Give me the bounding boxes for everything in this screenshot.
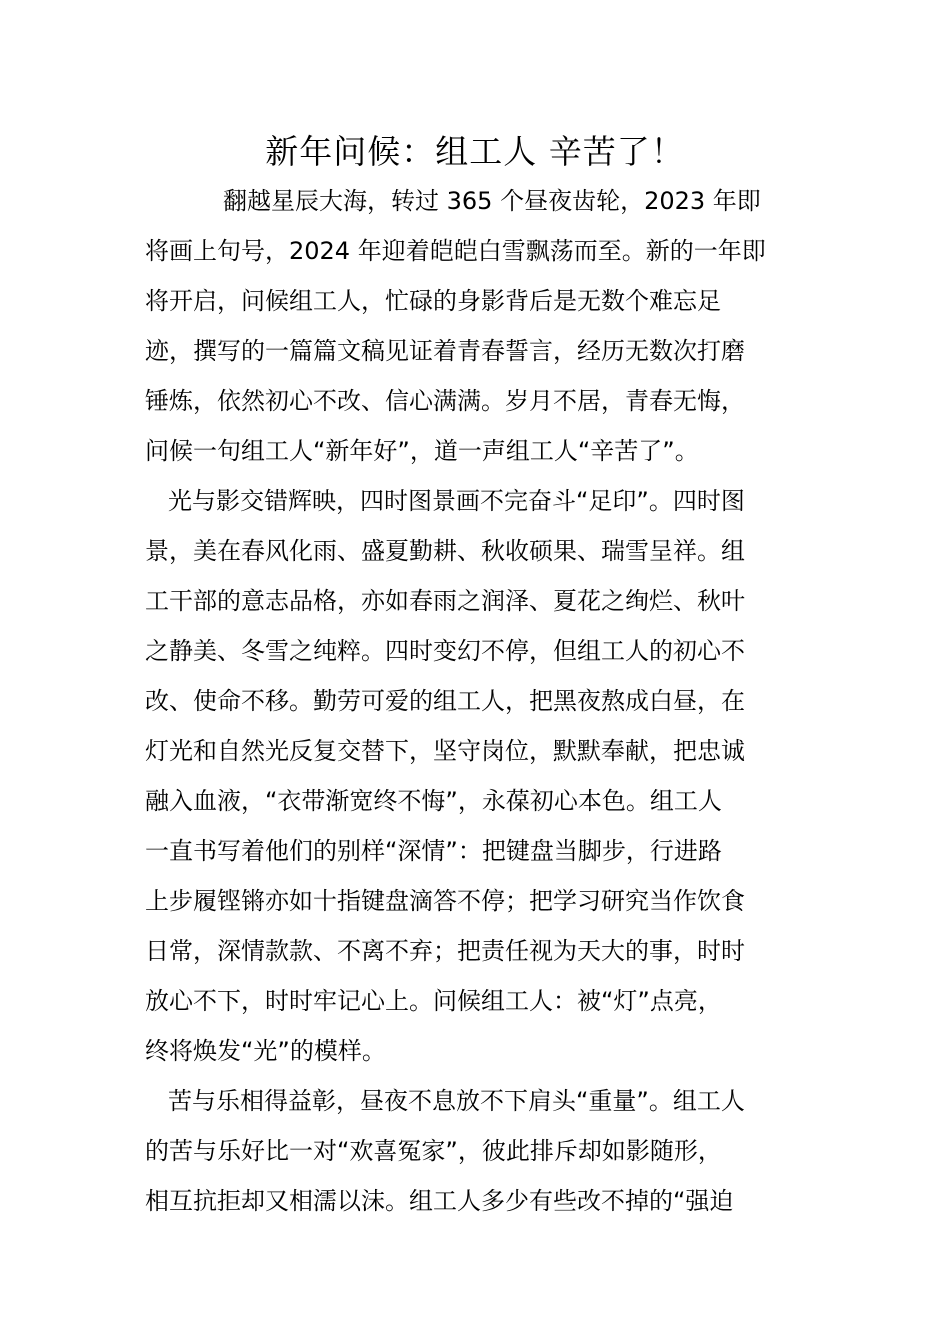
paragraph-2-line-5: 改、使命不移。勤劳可爱的组工人，把黑夜熬成白昼，在 — [145, 687, 745, 715]
paragraph-1-line-5: 锤炼，依然初心不改、信心满满。岁月不居，青春无悔， — [145, 387, 745, 415]
paragraph-3-line-2: 的苦与乐好比一对“欢喜冤家”，彼此排斥却如影随形， — [145, 1137, 722, 1165]
paragraph-1-line-2: 将画上句号，2024 年迎着皑皑白雪飘荡而至。新的一年即 — [145, 237, 766, 265]
paragraph-2-line-6: 灯光和自然光反复交替下，坚守岗位，默默奉献，把忠诚 — [145, 737, 745, 765]
paragraph-2-line-9: 上步履铿锵亦如十指键盘滴答不停；把学习研究当作饮食 — [145, 887, 745, 915]
document-title: 新年问候：组工人 辛苦了！ — [265, 132, 685, 171]
paragraph-2-line-1: 光与影交错辉映，四时图景画不完奋斗“足印”。四时图 — [168, 487, 745, 515]
paragraph-1-line-3: 将开启，问候组工人，忙碌的身影背后是无数个难忘足 — [145, 287, 721, 315]
paragraph-2-line-3: 工干部的意志品格，亦如春雨之润泽、夏花之绚烂、秋叶 — [145, 587, 745, 615]
paragraph-2-line-10: 日常，深情款款、不离不弃；把责任视为天大的事，时时 — [145, 937, 745, 965]
paragraph-1-line-1: 翻越星辰大海，转过 365 个昼夜齿轮，2023 年即 — [223, 187, 761, 215]
paragraph-3-line-1: 苦与乐相得益彰，昼夜不息放不下肩头“重量”。组工人 — [168, 1087, 745, 1115]
paragraph-3-line-3: 相互抗拒却又相濡以沫。组工人多少有些改不掉的“强迫 — [145, 1187, 734, 1215]
paragraph-2-line-4: 之静美、冬雪之纯粹。四时变幻不停，但组工人的初心不 — [145, 637, 745, 665]
paragraph-2-line-7: 融入血液，“衣带渐宽终不悔”，永葆初心本色。组工人 — [145, 787, 722, 815]
paragraph-2-line-8: 一直书写着他们的别样“深情”：把键盘当脚步，行进路 — [145, 837, 722, 865]
paragraph-2-line-12: 终将焕发“光”的模样。 — [145, 1037, 386, 1065]
paragraph-2-line-2: 景，美在春风化雨、盛夏勤耕、秋收硕果、瑞雪呈祥。组 — [145, 537, 745, 565]
paragraph-1-line-4: 迹，撰写的一篇篇文稿见证着青春誓言，经历无数次打磨 — [145, 337, 745, 365]
paragraph-1-line-6: 问候一句组工人“新年好”，道一声组工人“辛苦了”。 — [145, 437, 699, 465]
paragraph-2-line-11: 放心不下，时时牢记心上。问候组工人：被“灯”点亮， — [145, 987, 722, 1015]
